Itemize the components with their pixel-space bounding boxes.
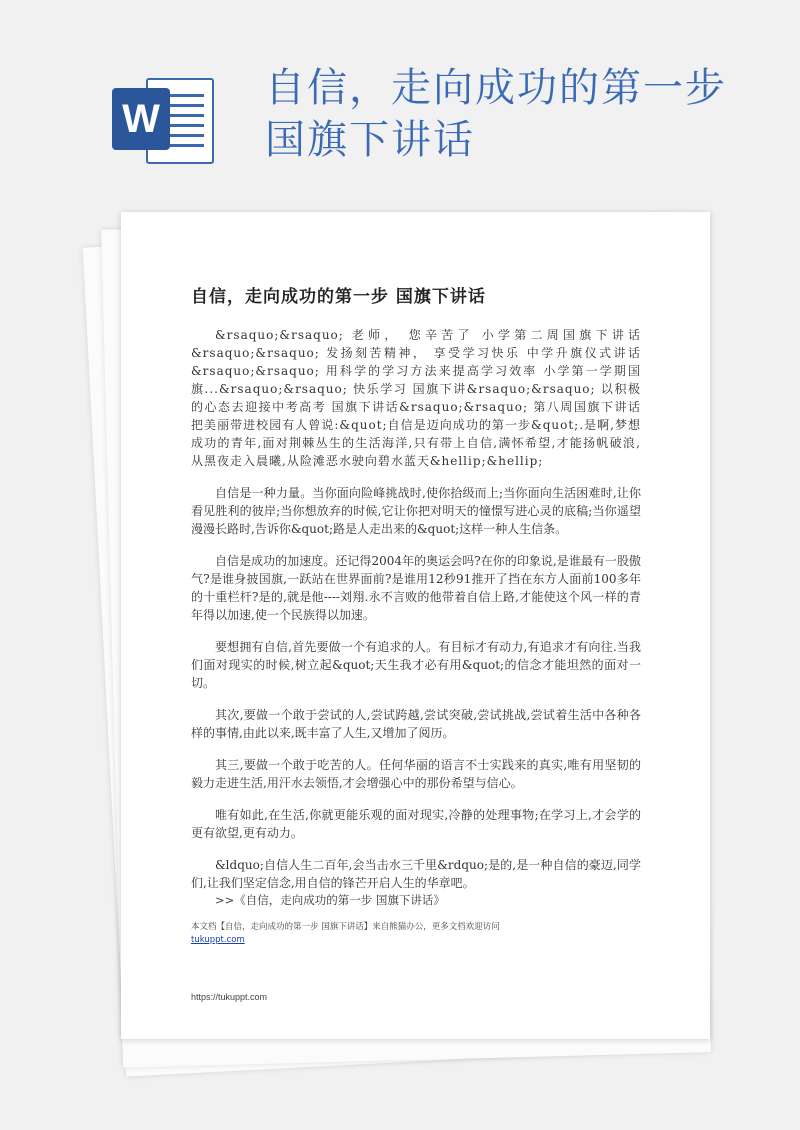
footer-url[interactable]: https://tukuppt.com xyxy=(191,992,268,1002)
source-note xyxy=(191,921,641,947)
paragraph: 自信是一种力量。当你面向险峰挑战时,使你拾级而上;当你面向生活困难时,让你看见胜利的彼岸;当你想放弃的时候,它让你把对明天的憧憬写进心灵的底稿;当你遥望漫漫长路时,告诉你&quot;路是人走出来的&quot;这样一种人生信条。 xyxy=(191,486,641,536)
paragraph: &ldquo;自信人生二百年,会当击水三千里&rdquo;是的,是一种自信的豪迈,同学们,让我们坚定信念,用自信的锋芒开启人生的华章吧。 xyxy=(191,858,641,890)
more-article-link[interactable]: >>《自信，走向成功的第一步 国旗下讲话》 xyxy=(215,893,445,907)
word-document-icon xyxy=(112,74,212,166)
paragraph: 其三,要做一个敢于吃苦的人。任何华丽的语言不士实践来的真实,唯有用坚韧的毅力走进生活,用汗水去领悟,才会增强心中的那份希望与信心。 xyxy=(191,758,641,790)
document-page xyxy=(121,212,710,1039)
paragraph: 自信是成功的加速度。还记得2004年的奥运会吗?在你的印象说,是谁最有一股傲气?是谁身披国旗,一跃站在世界面前?是谁用12秒91推开了挡在东方人面前100多年的十重栏杆?是的,就是他----刘翔.永不言败的他带着自信上路,才能使这个风一样的青年得以加速,使一个民族得以加速。 xyxy=(191,554,641,622)
paragraph: 要想拥有自信,首先要做一个有追求的人。有目标才有动力,有追求才有向往.当我们面对现实的时候,树立起&quot;天生我才必有用&quot;的信念才能坦然的面对一切。 xyxy=(191,640,641,690)
document-title: 自信，走向成功的第一步 国旗下讲话 xyxy=(191,287,486,307)
paragraph: 其次,要做一个敢于尝试的人,尝试跨越,尝试突破,尝试挑战,尝试着生活中各种各样的事情,由此以来,既丰富了人生,又增加了阅历。 xyxy=(191,708,641,740)
paragraph: 唯有如此,在生活,你就更能乐观的面对现实,冷静的处理事物;在学习上,才会学的更有欲望,更有动力。 xyxy=(191,808,641,840)
source-link[interactable]: tukuppt.com xyxy=(191,935,245,945)
paragraph: &rsaquo;&rsaquo; 老师， 您辛苦了 小学第二周国旗下讲话 &rsaquo;&rsaquo; 发扬刻苦精神， 享受学习快乐 中学升旗仪式讲话 &rsaquo;&rsaquo; 用科学的学习方法来提高学习效率 小学第一学期国旗...&rsaquo;&rsaquo; 快乐学习 国旗下讲&rsaquo;&rsaquo; 以积极的心态去迎接中考高考 国旗下讲话&rsaquo;&rsaquo; 第八周国旗下讲话 把美丽带进校园有人曾说:&quot;自信是迈向成功的第一步&quot;.是啊,梦想成功的青年,面对荆棘丛生的生活海洋,只有带上自信,满怀希望,才能扬帆破浪,从黑夜走入晨曦,从险滩恶水驶向碧水蓝天&hellip;&hellip; xyxy=(191,328,641,468)
source-note-text: 本文档【自信，走向成功的第一步 国旗下讲话】来自熊猫办公，更多文档欢迎访问 xyxy=(191,922,500,932)
word-logo-letter: W xyxy=(112,88,170,150)
document-body xyxy=(191,326,641,906)
page-title: 自信，走向成功的第一步国旗下讲话 xyxy=(265,65,727,163)
